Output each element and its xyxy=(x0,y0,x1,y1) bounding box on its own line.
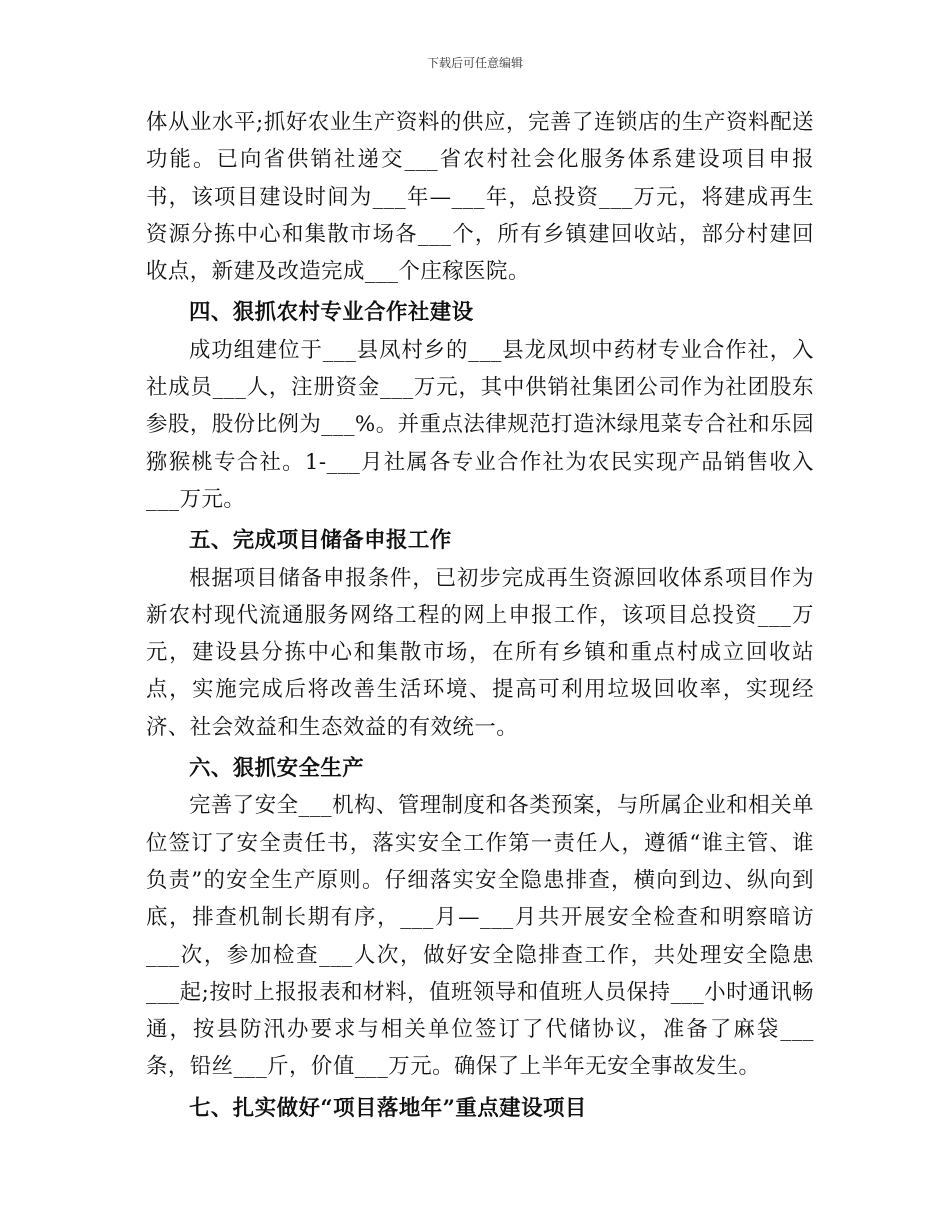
paragraph-cooperative: 成功组建位于___县凤村乡的___县龙凤坝中药材专业合作社，入社成员___人，注册资金___万元，其中供销社集团公司作为社团股东参股，股份比例为___%。并重点法律规范打造沐绿甩菜专合社和乐园猕猴桃专合社。1-___月社属各专业合作社为农民实现产品销售收入___万元。 xyxy=(146,337,814,512)
heading-section-7: 七、扎实做好“项目落地年”重点建设项目 xyxy=(189,1095,587,1121)
heading-section-4: 四、狠抓农村专业合作社建设 xyxy=(189,300,474,326)
document-body xyxy=(146,104,814,1127)
page-header-note: 下载后可任意编辑 xyxy=(426,56,523,70)
paragraph-supply: 体从业水平;抓好农业生产资料的供应，完善了连锁店的生产资料配送功能。已向省供销社递交___省农村社会化服务体系建设项目申报书，该项目建设时间为___年—___年，总投资___万元，将建成再生资源分拣中心和集散市场各___个，所有乡镇建回收站，部分村建回收点，新建及改造完成___个庄稼医院。 xyxy=(146,110,814,285)
paragraph-safety: 完善了安全___机构、管理制度和各类预案，与所属企业和相关单位签订了安全责任书，落实安全工作第一责任人，遵循“谁主管、谁负责”的安全生产原则。仔细落实安全隐患排查，横向到边、纵向到底，排查机制长期有序，___月—___月共开展安全检查和明察暗访___次，参加检查___人次，做好安全隐排查工作，共处理安全隐患___起;按时上报报表和材料，值班领导和值班人员保持___小时通讯畅通，按县防汛办要求与相关单位签订了代储协议，准备了麻袋___条，铅丝___斤，价值___万元。确保了上半年无安全事故发生。 xyxy=(146,793,814,1080)
heading-section-5: 五、完成项目储备申报工作 xyxy=(189,528,452,554)
paragraph-project-reserve: 根据项目储备申报条件，已初步完成再生资源回收体系项目作为新农村现代流通服务网络工程的网上申报工作，该项目总投资___万元，建设县分拣中心和集散市场，在所有乡镇和重点村成立回收站点，实施完成后将改善生活环境、提高可利用垃圾回收率，实现经济、社会效益和生态效益的有效统一。 xyxy=(146,565,814,740)
heading-section-6: 六、狠抓安全生产 xyxy=(189,756,365,782)
